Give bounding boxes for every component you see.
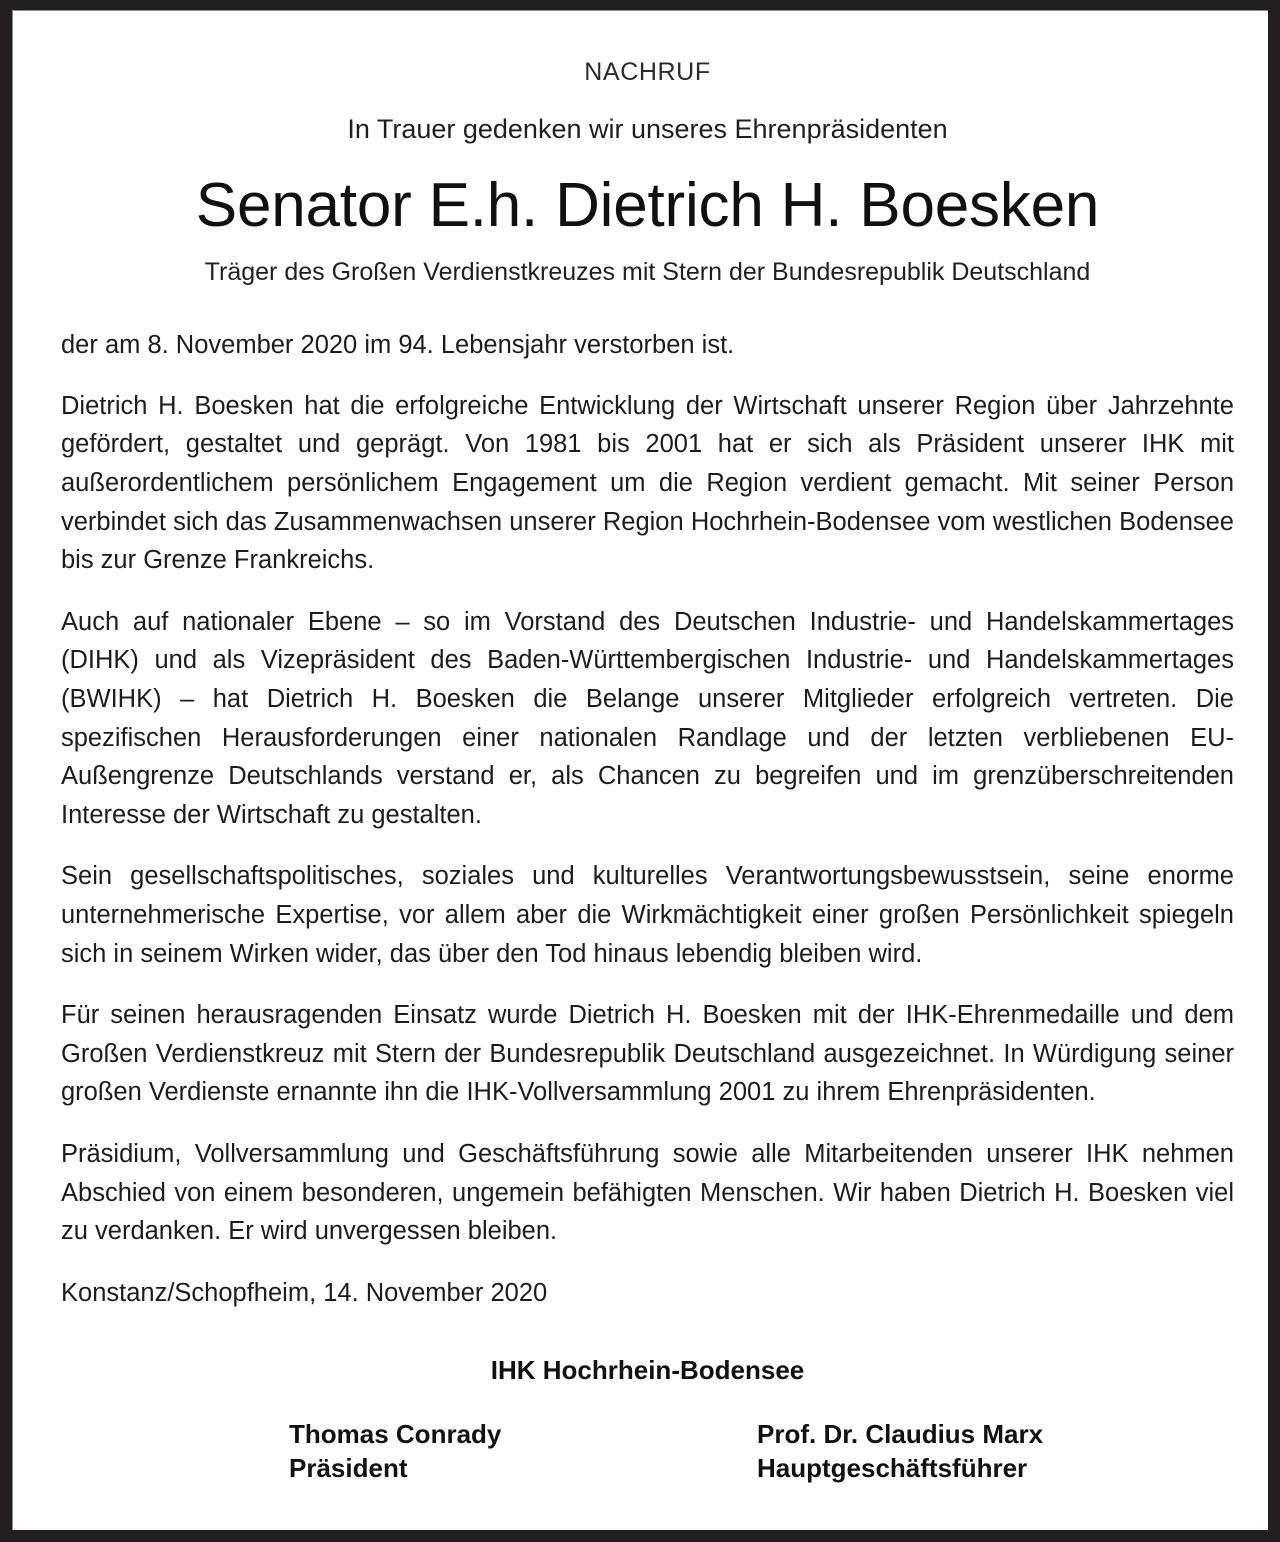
signatory-role: Hauptgeschäftsführer (757, 1452, 1028, 1483)
body-paragraph: der am 8. November 2020 im 94. Lebensjahr verstorben ist. (61, 331, 735, 360)
signatory-name: Thomas Conrady (289, 1419, 502, 1450)
signatory-role: Präsident (289, 1452, 408, 1483)
deceased-name: Senator E.h. Dietrich H. Boesken (195, 170, 1100, 240)
body-paragraph: Präsidium, Vollversammlung und Geschäftsführung sowie alle Mitarbeitenden unserer IHK nehmen Abschied von einem besonderen, ungemein befähigten Menschen. Wir haben Dietrich H. Boesken viel zu verdanken. Er wird unvergessen bleiben. (61, 1139, 1234, 1246)
signatory-name: Prof. Dr. Claudius Marx (757, 1419, 1044, 1450)
body-paragraph: Für seinen herausragenden Einsatz wurde Dietrich H. Boesken mit der IHK-Ehrenmedaille und dem Großen Verdienstkreuz mit Stern der Bundesrepublik Deutschland ausgezeichnet. In Würdigung seiner großen Verdienste ernannte ihn die IHK-Vollversammlung 2001 zu ihrem Ehrenpräsidenten. (61, 1001, 1234, 1107)
place-and-date: Konstanz/Schopfheim, 14. November 2020 (61, 1278, 548, 1307)
obituary-content (61, 11, 1234, 1530)
body-paragraph: Sein gesellschaftspolitisches, soziales und kulturelles Verantwortungsbewusstsein, seine enorme unternehmerische Expertise, vor allem aber die Wirkmächtigkeit einer großen Persönlichkeit spiegeln sich in seinem Wirken wider, das über den Tod hinaus lebendig bleiben wird. (61, 862, 1234, 968)
body-paragraph: Auch auf nationaler Ebene – so im Vorstand des Deutschen Industrie- und Handelskammertages (DIHK) und als Vizepräsident des Baden-Württembergischen Industrie- und Handelskammertages (BWIHK) – hat Dietrich H. Boesken die Belange unserer Mitglieder erfolgreich vertreten. Die spezifischen Herausforderungen einer nationalen Randlage und der letzten verbliebenen EU-Außengrenze Deutschlands verstand er, als Chancen zu begreifen und im grenzüberschreitenden Interesse der Wirtschaft zu gestalten. (61, 607, 1234, 829)
signatory-left (289, 1418, 757, 1485)
signatory-right (757, 1418, 1043, 1485)
body-paragraph: Dietrich H. Boesken hat die erfolgreiche Entwicklung der Wirtschaft unserer Region über Jahrzehnte gefördert, gestaltet und geprägt. Von 1981 bis 2001 hat er sich als Präsident unserer IHK mit außerordentlichem persönlichem Engagement um die Region verdient gemacht. Mit seiner Person verbindet sich das Zusammenwachsen unserer Region Hochrhein-Bodensee vom westlichen Bodensee bis zur Grenze Frankreichs. (61, 391, 1234, 575)
obituary-lede: In Trauer gedenken wir unseres Ehrenpräsidenten (347, 113, 948, 144)
signature-block (61, 1418, 1234, 1485)
obituary-frame (12, 10, 1268, 1530)
organisation-name: IHK Hochrhein-Bodensee (490, 1354, 805, 1385)
deceased-honor: Träger des Großen Verdienstkreuzes mit Stern der Bundesrepublik Deutschland (204, 257, 1091, 286)
obituary-body (61, 326, 1234, 1250)
obituary-kicker: NACHRUF (584, 58, 711, 86)
